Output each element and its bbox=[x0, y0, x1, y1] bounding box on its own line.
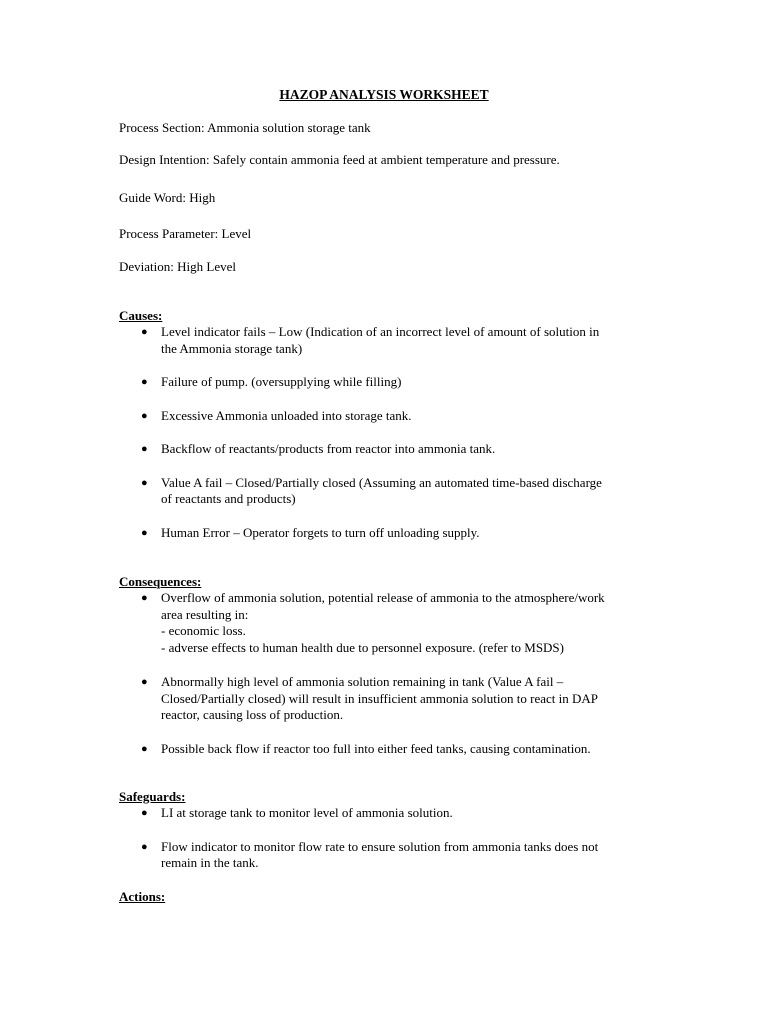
list-item-text: area resulting in: bbox=[161, 606, 249, 622]
bullet-icon: ● bbox=[141, 376, 148, 388]
bullet-icon: ● bbox=[141, 443, 148, 455]
list-item-text: Closed/Partially closed) will result in insufficient ammonia solution to react in DAP bbox=[161, 690, 598, 706]
process-section: Process Section: Ammonia solution storage tank bbox=[119, 120, 371, 135]
page-title: HAZOP ANALYSIS WORKSHEET bbox=[279, 87, 489, 102]
deviation: Deviation: High Level bbox=[119, 259, 236, 274]
bullet-icon: ● bbox=[141, 326, 148, 338]
list-item bbox=[119, 839, 659, 872]
guide-word: Guide Word: High bbox=[119, 190, 216, 205]
list-item bbox=[119, 741, 659, 758]
bullet-icon: ● bbox=[141, 742, 148, 755]
list-item bbox=[119, 374, 659, 391]
list-item-text: of reactants and products) bbox=[161, 491, 296, 506]
bullet-icon: ● bbox=[141, 807, 148, 819]
list-item bbox=[119, 324, 659, 357]
list-item bbox=[119, 674, 659, 724]
bullet-icon: ● bbox=[141, 676, 148, 688]
causes-list bbox=[119, 324, 659, 541]
list-item bbox=[119, 475, 659, 508]
list-item-text: Abnormally high level of ammonia solution remaining in tank (Value A fail – bbox=[161, 674, 564, 689]
list-item-text: Flow indicator to monitor flow rate to ensure solution from ammonia tanks does not bbox=[161, 838, 599, 854]
list-item bbox=[119, 525, 659, 542]
consequences-list bbox=[119, 590, 659, 757]
list-item-text: remain in the tank. bbox=[161, 855, 259, 870]
causes-heading: Causes: bbox=[119, 308, 163, 323]
list-item-text: Possible back flow if reactor too full into either feed tanks, causing contamination. bbox=[161, 740, 591, 756]
design-intention: Design Intention: Safely contain ammonia feed at ambient temperature and pressure. bbox=[119, 152, 560, 167]
list-item-text: Human Error – Operator forgets to turn off unloading supply. bbox=[161, 524, 480, 540]
list-item-text: - economic loss. bbox=[161, 623, 246, 638]
process-parameter: Process Parameter: Level bbox=[119, 226, 252, 241]
consequences-heading: Consequences: bbox=[119, 574, 202, 589]
list-item-text: the Ammonia storage tank) bbox=[161, 340, 303, 356]
list-item-text: Excessive Ammonia unloaded into storage tank. bbox=[161, 407, 412, 423]
list-item bbox=[119, 408, 659, 425]
list-item bbox=[119, 590, 659, 656]
list-item-text: Value A fail – Closed/Partially closed (Assuming an automated time-based discharge bbox=[161, 474, 602, 490]
list-item-text: - adverse effects to human health due to personnel exposure. (refer to MSDS) bbox=[161, 639, 564, 655]
bullet-icon: ● bbox=[141, 592, 148, 604]
list-item-text: reactor, causing loss of production. bbox=[161, 707, 344, 722]
safeguards-heading: Safeguards: bbox=[119, 789, 186, 804]
safeguards-list bbox=[119, 805, 659, 872]
bullet-icon: ● bbox=[141, 409, 148, 422]
bullet-icon: ● bbox=[141, 526, 148, 539]
actions-heading: Actions: bbox=[119, 889, 166, 904]
bullet-icon: ● bbox=[141, 476, 148, 489]
list-item bbox=[119, 805, 659, 822]
list-item-text: LI at storage tank to monitor level of ammonia solution. bbox=[161, 805, 453, 820]
list-item-text: Backflow of reactants/products from reactor into ammonia tank. bbox=[161, 441, 496, 456]
list-item-text: Overflow of ammonia solution, potential release of ammonia to the atmosphere/work bbox=[161, 590, 605, 605]
list-item-text: Level indicator fails – Low (Indication of an incorrect level of amount of solution in bbox=[161, 324, 600, 339]
list-item bbox=[119, 441, 659, 458]
bullet-icon: ● bbox=[141, 840, 148, 853]
list-item-text: Failure of pump. (oversupplying while filling) bbox=[161, 374, 402, 389]
